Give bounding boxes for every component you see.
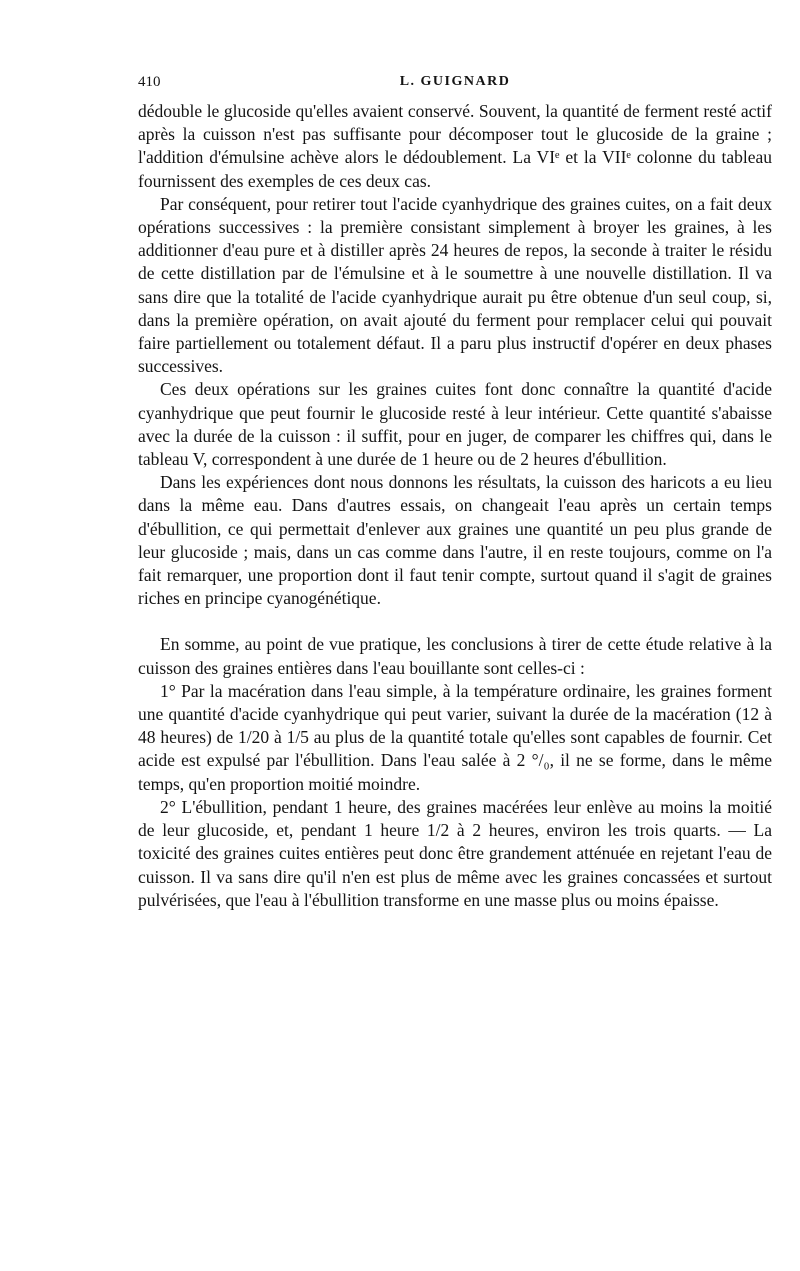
paragraph-operations: Par conséquent, pour retirer tout l'acide cyanhydrique des graines cuites, on a fait deux opérations successives : la première consistant simplement à broyer les graines, à les additionner d'eau pure et à distiller après 24 heures de repos, la seconde à traiter le résidu de cette distillation par de l'émulsine et à le soumettre à une nouvelle distillation. Il va sans dire que la totalité de l'acide cyanhydrique aurait pu être obtenue d'un seul coup, si, dans la première opération, on avait ajouté du ferment pour remplacer celui qui pouvait faire partiellement ou totalement défaut. Il a paru plus instructif d'opérer en deux phases successives. [138,193,772,377]
paragraph-glucoside-remaining: Ces deux opérations sur les graines cuites font donc connaître la quantité d'acide cyanhydrique que peut fournir le glucoside resté à leur intérieur. Cette quantité s'abaisse avec la durée de la cuisson : il suffit, pour en juger, de comparer les chiffres qui, dans le tableau V, correspondent à une durée de 1 heure ou de 2 heures d'ébullition. [138,379,772,470]
paragraph-continuation: dédouble le glucoside qu'elles avaient conservé. Souvent, la quantité de ferment resté actif après la cuisson n'est pas suffisante pour décomposer tout le glucoside de la graine ; l'addition d'émulsine achève alors le dédoublement. La VIᵉ et la VIIᵉ colonne du tableau fournissent des exemples de ces deux cas. [138,101,772,191]
paragraph-cooking-water: Dans les expériences dont nous donnons les résultats, la cuisson des haricots a eu lieu dans la même eau. Dans d'autres essais, on changeait l'eau après un certain temps d'ébullition, ce qui permettait d'enlever aux graines une quantité un peu plus grande de leur glucoside ; mais, dans un cas comme dans l'autre, il en reste toujours, comme on l'a fait remarquer, une proportion dont il faut tenir compte, surtout quand il s'agit de graines riches en principe cyanogénétique. [138,472,772,609]
paragraph-conclusions-intro: En somme, au point de vue pratique, les conclusions à tirer de cette étude relative à la cuisson des graines entières dans l'eau bouillante sont celles-ci : [138,634,772,678]
paragraph-conclusion-1: 1° Par la macération dans l'eau simple, à la température ordinaire, les graines forment une quantité d'acide cyanhydrique qui peut varier, suivant la durée de la macération (12 à 48 heures) de 1/20 à 1/5 au plus de la quantité totale qu'elles sont capables de fournir. Cet acide est expulsé par l'ébullition. Dans l'eau salée à 2 °/₀, il ne se forme, dans le même temps, qu'en proportion moitié moindre. [138,680,772,794]
running-head [138,70,772,100]
page-number: 410 [138,74,161,90]
paragraph-conclusion-2: 2° L'ébullition, pendant 1 heure, des graines macérées leur enlève au moins la moitié de leur glucoside, et, pendant 1 heure 1/2 à 2 heures, environ les trois quarts. — La toxicité des graines cuites entières peut donc être grandement atténuée en rejetant l'eau de cuisson. Il va sans dire qu'il n'en est plus de même avec les graines concassées et surtout pulvérisées, que l'eau à l'ébullition transforme en une masse plus ou moins épaisse. [138,796,772,910]
book-page [138,70,772,912]
section-gap [138,610,772,633]
running-title: L. GUIGNARD [399,74,511,89]
